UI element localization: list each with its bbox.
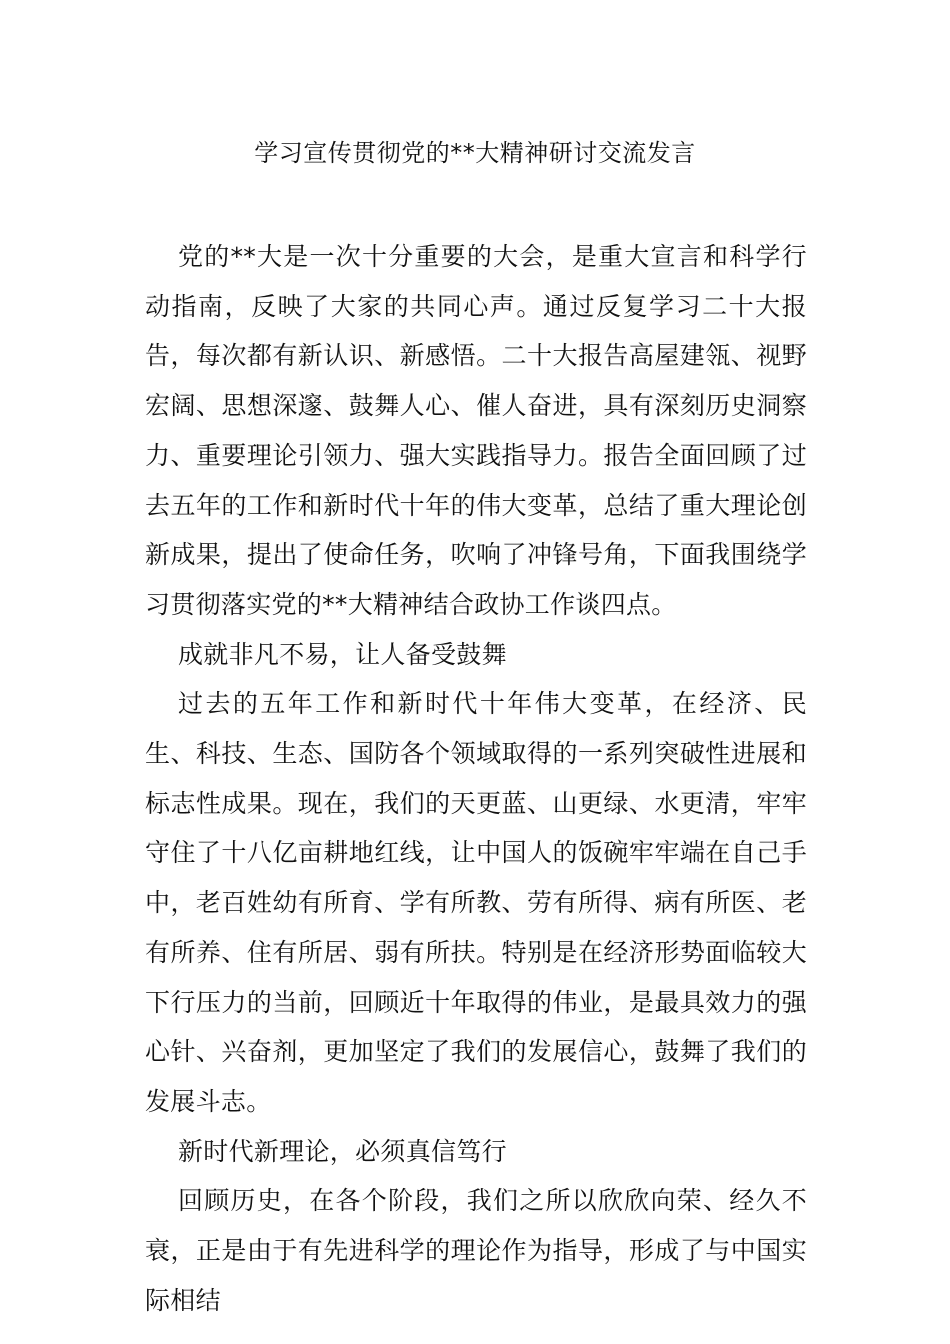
paragraph-intro: 党的**大是一次十分重要的大会，是重大宣言和科学行动指南，反映了大家的共同心声。通过反复学习二十大报告，每次都有新认识、新感悟。二十大报告高屋建瓴、视野宏阔、思想深邃、鼓舞人心、催人奋进，具有深刻历史洞察力、重要理论引领力、强大实践指导力。报告全面回顾了过去五年的工作和新时代十年的伟大变革，总结了重大理论创新成果，提出了使命任务，吹响了冲锋号角，下面我围绕学习贯彻落实党的**大精神结合政协工作谈四点。 bbox=[145, 242, 807, 619]
section-heading-achievements: 成就非凡不易，让人备受鼓舞 bbox=[178, 639, 507, 669]
section-heading-theory: 新时代新理论，必须真信笃行 bbox=[178, 1136, 507, 1166]
document-body bbox=[145, 232, 807, 1325]
paragraph-achievements: 过去的五年工作和新时代十年伟大变革，在经济、民生、科技、生态、国防各个领域取得的一系列突破性进展和标志性成果。现在，我们的天更蓝、山更绿、水更清，牢牢守住了十八亿亩耕地红线，让中国人的饭碗牢牢端在自己手中，老百姓幼有所育、学有所教、劳有所得、病有所医、老有所养、住有所居、弱有所扶。特别是在经济形势面临较大下行压力的当前，回顾近十年取得的伟业，是最具效力的强心针、兴奋剂，更加坚定了我们的发展信心，鼓舞了我们的发展斗志。 bbox=[145, 689, 807, 1116]
document-title: 学习宣传贯彻党的**大精神研讨交流发言 bbox=[254, 139, 696, 167]
paragraph-theory: 回顾历史，在各个阶段，我们之所以欣欣向荣、经久不衰，正是由于有先进科学的理论作为指导，形成了与中国实际相结 bbox=[145, 1186, 807, 1315]
